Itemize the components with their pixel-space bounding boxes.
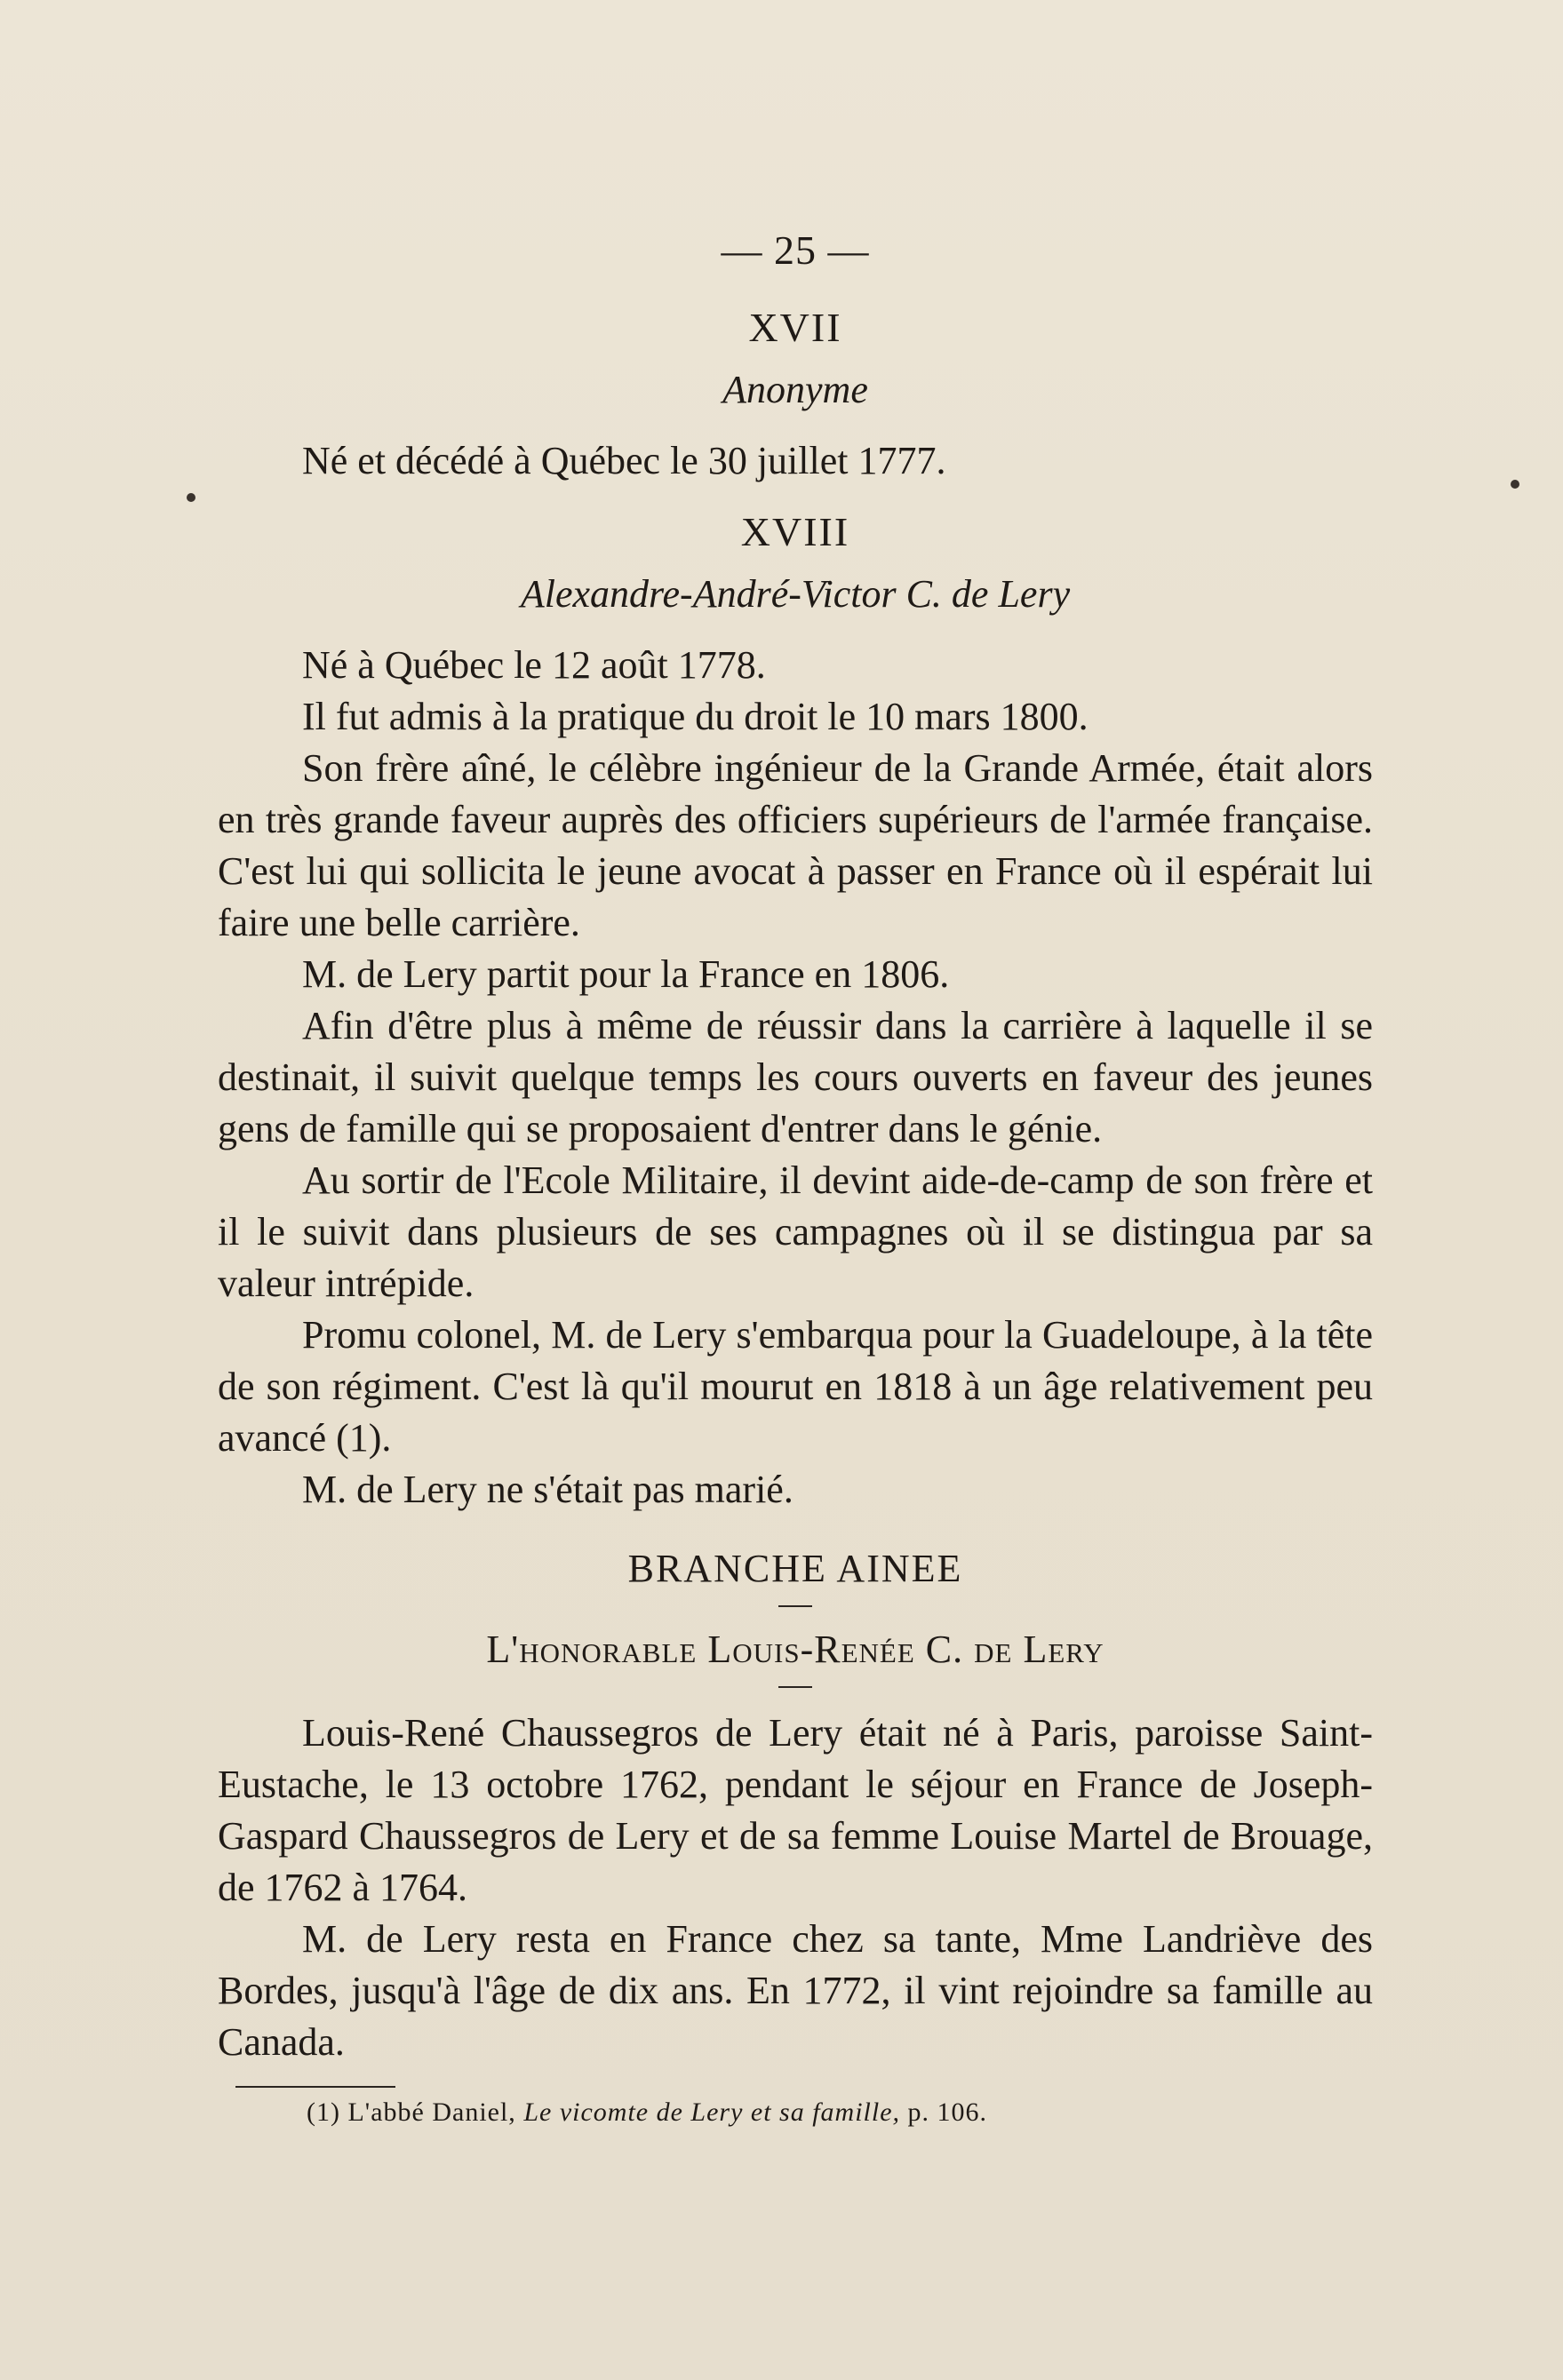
section-numeral-xviii: XVIII (740, 509, 850, 554)
paragraph: Il fut admis à la pratique du droit le 10 mars 1800. (302, 695, 1089, 738)
branch-heading: BRANCHE AINEE (627, 1547, 963, 1590)
paragraph: Louis-René Chaussegros de Lery était né à Paris, paroisse Saint-Eustache, le 13 octobre 1762, pendant le séjour en France de Joseph-Gaspard Chaussegros de Lery et de sa femme Louise Martel de Brouage, de 1762 à 1764. (218, 1711, 1373, 1909)
section-numeral-xvii: XVII (748, 305, 842, 350)
page-number: — 25 — (721, 227, 870, 273)
paragraph: M. de Lery resta en France chez sa tante, Mme Landriève des Bordes, jusqu'à l'âge de dix ans. En 1772, il vint rejoindre sa famille au Canada. (218, 1917, 1373, 2064)
paragraph: Au sortir de l'Ecole Militaire, il devint aide-de-camp de son frère et il le suivit dans plusieurs de ses campagnes où il se distingua par sa valeur intrépide. (218, 1158, 1373, 1305)
paragraph: M. de Lery partit pour la France en 1806. (302, 952, 950, 996)
ink-speck (1511, 480, 1519, 489)
paragraph: Promu colonel, M. de Lery s'embarqua pour la Guadeloupe, à la tête de son régiment. C'est là qu'il mourut en 1818 à un âge relativement peu avancé (1). (218, 1313, 1373, 1460)
ink-speck (187, 493, 195, 502)
section-xvii-text: Né et décédé à Québec le 30 juillet 1777. (302, 439, 946, 482)
paragraph: Né à Québec le 12 août 1778. (302, 643, 766, 687)
divider (778, 1605, 812, 1607)
footnote (307, 2095, 1373, 2130)
footnote-rule (235, 2086, 395, 2088)
text-column (218, 227, 1373, 2130)
divider (778, 1686, 812, 1688)
footnote-marker: (1) (307, 2097, 340, 2127)
paragraph: M. de Lery ne s'était pas marié. (302, 1468, 793, 1511)
paragraph: Son frère aîné, le célèbre ingénieur de la Grande Armée, était alors en très grande faveur auprès des officiers supérieurs de l'armée française. C'est lui qui sollicita le jeune avocat à passer en France où il espérait lui faire une belle carrière. (218, 746, 1373, 944)
branch-subheading: L'honorable Louis-Renée C. de Lery (486, 1628, 1104, 1671)
footnote-page: p. 106. (907, 2097, 988, 2127)
footnote-author: L'abbé Daniel, (347, 2097, 516, 2127)
section-name-xvii: Anonyme (722, 368, 868, 411)
section-name-xviii: Alexandre-André-Victor C. de Lery (520, 572, 1071, 616)
paragraph: Afin d'être plus à même de réussir dans la carrière à laquelle il se destinait, il suivit quelque temps les cours ouverts en faveur des jeunes gens de famille qui se proposaient d'entrer dans le génie. (218, 1004, 1373, 1150)
footnote-title: Le vicomte de Lery et sa famille, (523, 2097, 901, 2127)
